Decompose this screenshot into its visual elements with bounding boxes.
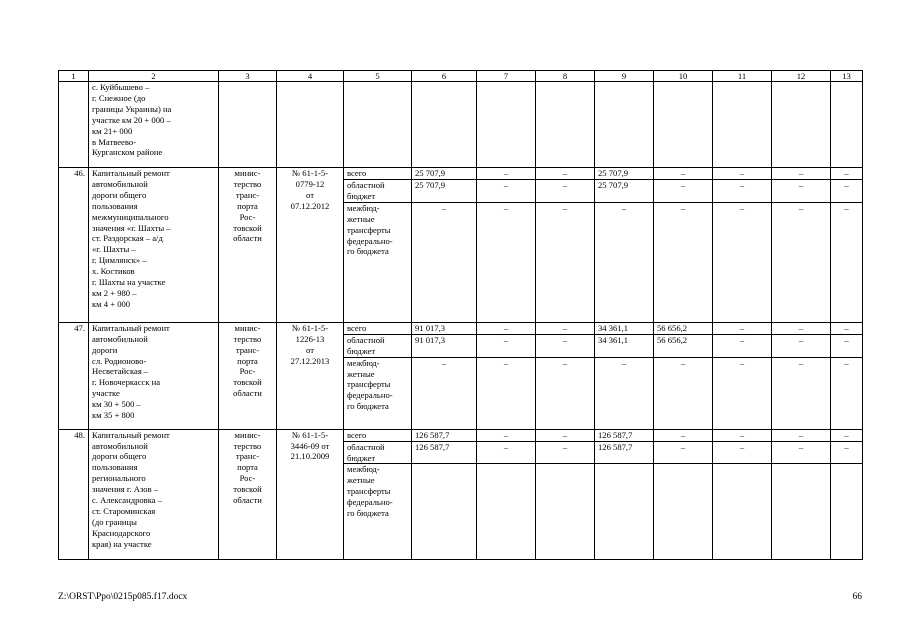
- value-cell: –: [831, 202, 863, 322]
- col-header: 10: [654, 71, 713, 82]
- col-header: 2: [89, 71, 219, 82]
- value-cell: –: [536, 168, 595, 180]
- col-header: 11: [713, 71, 772, 82]
- funding-source: всего: [344, 322, 412, 334]
- funding-source: областной бюджет: [344, 180, 412, 203]
- value-cell: –: [772, 202, 831, 322]
- page-number: 66: [852, 592, 862, 602]
- table-row-continuation: [59, 82, 863, 168]
- funding-source: всего: [344, 168, 412, 180]
- value-cell: –: [831, 322, 863, 334]
- value-cell: –: [772, 180, 831, 203]
- funding-source: областной бюджет: [344, 334, 412, 357]
- value-cell: 126 587,7: [595, 429, 654, 441]
- value-cell: 126 587,7: [412, 429, 477, 441]
- value-cell: –: [772, 322, 831, 334]
- value-cell: –: [477, 357, 536, 429]
- value-cell: –: [477, 202, 536, 322]
- value-cell: –: [595, 357, 654, 429]
- column-number-row: [59, 71, 863, 82]
- value-cell: –: [713, 429, 772, 441]
- value-cell: –: [772, 357, 831, 429]
- value-cell: 25 707,9: [595, 168, 654, 180]
- value-cell: –: [831, 334, 863, 357]
- value-cell: 56 656,2: [654, 322, 713, 334]
- object-name: Капитальный ремонт автомобильной дороги общего пользования регионального значения г. Азов – с. Александровка – ст. Староминская (до границы Краснодарского края) на участке: [89, 429, 219, 560]
- value-cell: –: [654, 429, 713, 441]
- value-cell: 34 361,1: [595, 334, 654, 357]
- value-cell: –: [536, 429, 595, 441]
- value-cell: –: [477, 322, 536, 334]
- value-cell: [595, 464, 654, 560]
- value-cell: –: [772, 429, 831, 441]
- responsible-org: минис- терство транс- порта Рос- товской области: [219, 429, 277, 560]
- value-cell: –: [772, 334, 831, 357]
- value-cell: [654, 464, 713, 560]
- value-cell: 25 707,9: [412, 168, 477, 180]
- funding-source: областной бюджет: [344, 441, 412, 464]
- funding-source: межбюд- жетные трансферты федерально- го бюджета: [344, 464, 412, 560]
- value-cell: –: [713, 441, 772, 464]
- value-cell: –: [477, 429, 536, 441]
- value-cell: –: [713, 322, 772, 334]
- value-cell: –: [713, 357, 772, 429]
- col-header: 5: [344, 71, 412, 82]
- value-cell: 25 707,9: [412, 180, 477, 203]
- value-cell: –: [536, 322, 595, 334]
- object-name: Капитальный ремонт автомобильной дороги сл. Родионово- Несветайская – г. Новочеркасск на участке км 30 + 500 – км 35 + 800: [89, 322, 219, 429]
- value-cell: [831, 464, 863, 560]
- value-cell: [477, 464, 536, 560]
- col-header: 3: [219, 71, 277, 82]
- file-path: Z:\ORST\Ppo\0215p085.f17.docx: [58, 592, 188, 602]
- row-number: 46.: [59, 168, 89, 323]
- value-cell: –: [536, 180, 595, 203]
- value-cell: [536, 464, 595, 560]
- value-cell: –: [713, 168, 772, 180]
- value-cell: –: [477, 441, 536, 464]
- object-name: Капитальный ремонт автомобильной дороги общего пользования межмуниципального значения «г. Шахты – ст. Раздорская – а/д «г. Шахты – г. Цимлянск» – х. Костиков г. Шахты на участке км 2 + 980 – км 4 + 000: [89, 168, 219, 323]
- value-cell: –: [477, 168, 536, 180]
- value-cell: 25 707,9: [595, 180, 654, 203]
- col-header: 13: [831, 71, 863, 82]
- value-cell: –: [654, 180, 713, 203]
- value-cell: –: [654, 357, 713, 429]
- value-cell: –: [654, 202, 713, 322]
- value-cell: 91 017,3: [412, 334, 477, 357]
- value-cell: –: [536, 441, 595, 464]
- col-header: 6: [412, 71, 477, 82]
- col-header: 9: [595, 71, 654, 82]
- table-row-46-total: [59, 168, 863, 180]
- responsible-org: минис- терство транс- порта Рос- товской области: [219, 322, 277, 429]
- value-cell: –: [477, 180, 536, 203]
- value-cell: –: [477, 334, 536, 357]
- value-cell: –: [536, 357, 595, 429]
- value-cell: –: [831, 168, 863, 180]
- value-cell: –: [772, 441, 831, 464]
- value-cell: –: [831, 357, 863, 429]
- object-name-cell: с. Куйбышево – г. Снежное (до границы Украины) на участке км 20 + 000 – км 21+ 000 в Матвеево- Курганском районе: [89, 82, 219, 168]
- value-cell: –: [831, 429, 863, 441]
- row-number-cell: [59, 82, 89, 168]
- table-row-47-total: [59, 322, 863, 334]
- funding-source: межбюд- жетные трансферты федерально- го бюджета: [344, 357, 412, 429]
- col-header: 12: [772, 71, 831, 82]
- value-cell: –: [713, 180, 772, 203]
- row-number: 48.: [59, 429, 89, 560]
- value-cell: 34 361,1: [595, 322, 654, 334]
- value-cell: –: [654, 168, 713, 180]
- col-header: 4: [277, 71, 344, 82]
- value-cell: 91 017,3: [412, 322, 477, 334]
- value-cell: –: [536, 334, 595, 357]
- value-cell: [713, 464, 772, 560]
- value-cell: –: [412, 357, 477, 429]
- value-cell: 126 587,7: [412, 441, 477, 464]
- responsible-org: минис- терство транс- порта Рос- товской области: [219, 168, 277, 323]
- value-cell: [412, 464, 477, 560]
- value-cell: 56 656,2: [654, 334, 713, 357]
- value-cell: –: [595, 202, 654, 322]
- document-ref: № 61-1-5- 0779-12 от 07.12.2012: [277, 168, 344, 323]
- value-cell: –: [536, 202, 595, 322]
- col-header: 1: [59, 71, 89, 82]
- value-cell: –: [772, 168, 831, 180]
- value-cell: –: [713, 202, 772, 322]
- col-header: 7: [477, 71, 536, 82]
- document-ref: № 61-1-5- 1226-13 от 27.12.2013: [277, 322, 344, 429]
- funding-source: всего: [344, 429, 412, 441]
- document-ref: № 61-1-5- 3446-09 от 21.10.2009: [277, 429, 344, 560]
- col-header: 8: [536, 71, 595, 82]
- program-table: [58, 70, 863, 560]
- value-cell: –: [831, 441, 863, 464]
- value-cell: –: [412, 202, 477, 322]
- value-cell: –: [654, 441, 713, 464]
- table-row-48-total: [59, 429, 863, 441]
- value-cell: [772, 464, 831, 560]
- value-cell: –: [831, 180, 863, 203]
- funding-source: межбюд- жетные трансферты федерально- го бюджета: [344, 202, 412, 322]
- row-number: 47.: [59, 322, 89, 429]
- value-cell: –: [713, 334, 772, 357]
- value-cell: 126 587,7: [595, 441, 654, 464]
